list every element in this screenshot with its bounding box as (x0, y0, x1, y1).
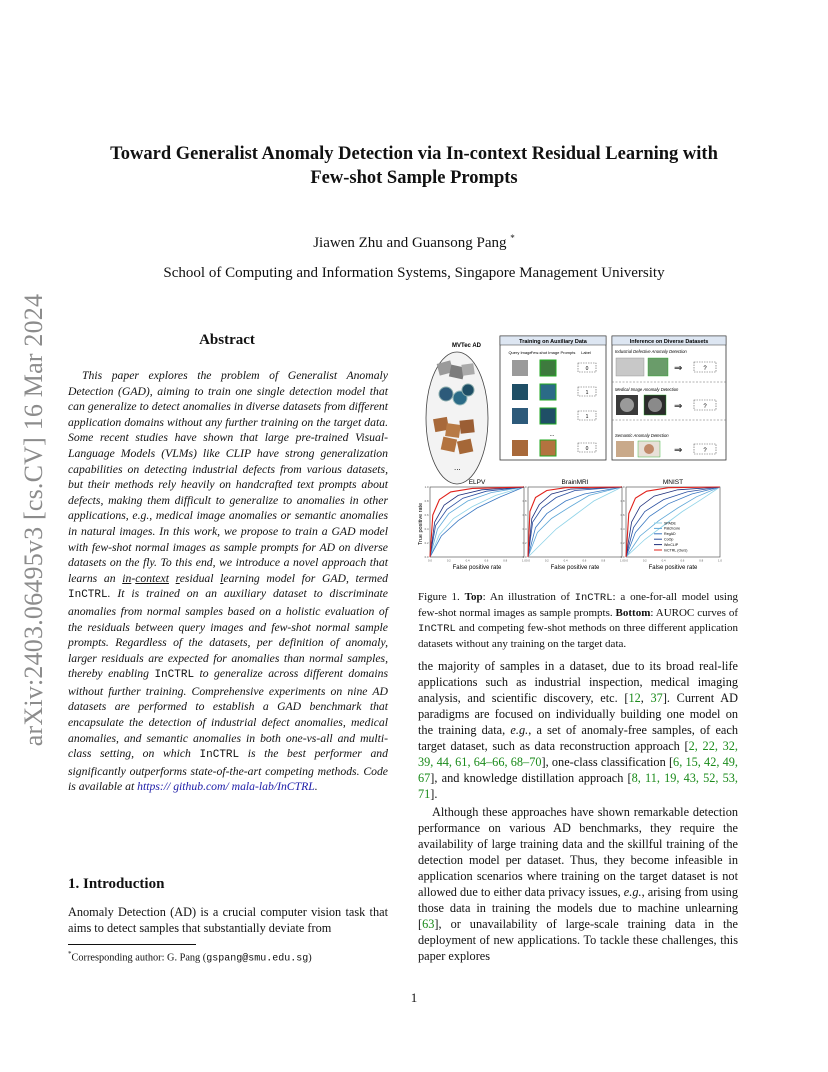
abstract-underline-in: in (122, 571, 132, 585)
legend-label: Patchcore (664, 526, 681, 531)
model-name: InCTRL (418, 623, 456, 635)
abstract-hyphen: - (131, 571, 136, 585)
y-tick-label: 0.8 (620, 499, 625, 503)
y-tick-label: 0.0 (522, 555, 527, 559)
author-email: gspang@smu.edu.sg (206, 953, 309, 965)
training-header: Training on Auxiliary Data (519, 339, 587, 345)
figure-1-graphic (418, 332, 736, 580)
inference-row-title: Semantic Anomaly Detection (615, 433, 669, 438)
y-tick-label: 0.2 (522, 541, 527, 545)
sample-image (462, 384, 474, 396)
citation-link[interactable]: 12 (628, 691, 641, 705)
x-tick-label: 0.8 (699, 558, 704, 563)
authors (70, 233, 758, 252)
brain-scan (620, 398, 634, 412)
query-image (616, 441, 634, 457)
arxiv-identifier: arXiv:2403.06495v3 [cs.CV] 16 Mar 2024 (19, 293, 48, 747)
title-line-2: Few-shot Sample Prompts (310, 168, 518, 188)
model-name: InCTRL (199, 749, 240, 762)
y-tick-label: 1.0 (620, 485, 625, 489)
para-text: Although these approaches have shown remarkable detection performance on various AD benchmarks, they require the availability of large training data and the skillful training of the detection model per dataset. Thus, they become infeasible in application scenarios where training on the target dataset is not allowed due to either data privacy issues, (418, 805, 738, 899)
x-tick-label: 0.0 (428, 558, 432, 563)
y-tick-label: 1.0 (522, 485, 527, 489)
abstract-body (68, 368, 388, 795)
figure-1 (418, 332, 736, 580)
y-tick-label: 0.6 (522, 513, 527, 517)
para-text: ], one-class classification [ (541, 755, 674, 769)
legend-label: WinCLIP (664, 542, 679, 547)
x-tick-label: 0.8 (601, 558, 606, 563)
citation-link[interactable]: 6, 15, 42, 49, 67 (418, 755, 739, 785)
x-tick-label: 0.8 (503, 558, 508, 563)
legend-label: SPADE (664, 521, 676, 526)
abstract-text-4: to generalize across different domains without further training. Comprehensive experiments on nine AD datasets are performed to establish a GAD benchmark that encapsulate the detection of industrial defect anomalies, medical anomalies, and semantic anomalies in both one-vs-all and multi-class setting, on which (68, 667, 388, 761)
citation-link[interactable]: 37 (650, 691, 663, 705)
query-image (512, 440, 528, 456)
prediction-unknown: ? (703, 404, 707, 410)
x-tick-label: 0.0 (624, 558, 628, 563)
inference-row-title: Medical Image Anomaly Detection (615, 387, 679, 392)
para-text: , arising from using those data in training the models due to machine unlearning [ (418, 885, 738, 931)
x-tick-label: 0.4 (563, 558, 568, 563)
model-name: InCTRL (154, 669, 195, 682)
caption-text-2: : a one-for-all model using few-shot normal images as sample prompts. (418, 591, 738, 619)
abstract-text-5: is the best performer and significantly outperforms state-of-the-art competing methods. Code is available at (68, 747, 388, 794)
arxiv-stamp (14, 290, 54, 750)
inference-row-industrial (615, 349, 716, 376)
label-value: 0 (585, 446, 589, 452)
intro-paragraph-2 (418, 804, 738, 964)
eg-italic: e.g. (623, 885, 642, 899)
code-link[interactable]: https:// github.com/ mala-lab/InCTRL (137, 780, 315, 794)
para-text: ]. (430, 787, 438, 801)
abstract-text-2: earning model for GAD, termed (223, 571, 388, 585)
sample-image (461, 363, 474, 376)
intro-text: Anomaly Detection (AD) is a crucial computer vision task that aims to detect samples that substantially deviate from (68, 905, 388, 935)
y-tick-label: 0.4 (424, 527, 429, 531)
arrow-icon: ⇒ (674, 363, 683, 374)
x-tick-label: 0.0 (526, 558, 530, 563)
para-text: ]. Current AD paradigms are focused on individually building one model on the training data, (418, 691, 738, 737)
model-name: InCTRL (574, 592, 613, 604)
sample-image (445, 423, 461, 438)
chart-title: MNIST (662, 479, 684, 486)
training-row-2 (512, 384, 596, 400)
para-text: ], or unavailability of large-scale training data in the deployment of new applications. To tackle these challenges, this paper explores (418, 917, 738, 963)
y-tick-label: 0.0 (424, 555, 429, 559)
footnote-mark: * (68, 950, 72, 958)
x-tick-label: 0.6 (680, 558, 685, 563)
inference-header: Inference on Diverse Datasets (629, 339, 709, 345)
prompt-subject (644, 444, 654, 454)
training-row-4 (512, 440, 596, 456)
y-tick-label: 0.6 (620, 513, 625, 517)
author-names: Jiawen Zhu and Guansong Pang (313, 235, 507, 251)
citation-link[interactable]: 2, 22, 32, 39, 44, 61, 64–66, 68–70 (418, 739, 738, 769)
y-tick-label: 0.8 (522, 499, 527, 503)
prediction-unknown: ? (703, 366, 707, 372)
inference-row-semantic (615, 433, 716, 457)
abstract-period: . (314, 780, 318, 794)
y-tick-label: 0.4 (620, 527, 625, 531)
chart-title: BrainMRI (561, 479, 589, 486)
y-tick-label: 0.6 (424, 513, 429, 517)
citation-link[interactable]: 63 (422, 917, 435, 931)
mvtec-ellipsis: ... (454, 463, 461, 472)
corresponding-mark: * (510, 233, 515, 243)
model-name: InCTRL (68, 589, 108, 602)
abstract-underline-l: l (220, 571, 224, 585)
training-row-3 (512, 408, 596, 424)
affiliation: School of Computing and Information Systems, Singapore Management University (163, 265, 665, 281)
caption-label: Figure 1. (418, 591, 460, 603)
label-column-label: Label (581, 350, 591, 355)
intro-heading: 1. Introduction (68, 876, 165, 892)
page-number: 1 (410, 990, 418, 1005)
para-text: the majority of samples in a dataset, due to its broad real-life applications such as industrial inspection, medical imaging analysis, and scientific discovery, etc. [ (418, 659, 738, 705)
fewshot-prompts-label: Few-shot Image Prompts (530, 350, 576, 355)
legend-label: InCTRL (Ours) (664, 548, 688, 553)
footnote (68, 950, 398, 964)
x-tick-label: 1.0 (718, 558, 722, 563)
x-tick-label: 1.0 (620, 558, 624, 563)
citation-link[interactable]: 8, 11, 19, 43, 52, 53, 71 (418, 771, 738, 801)
x-tick-label: 0.4 (661, 558, 666, 563)
legend-label: RegAD (664, 532, 676, 537)
prompt-image (540, 408, 556, 424)
y-axis-label: True positive rate (418, 502, 424, 546)
abstract-text-1: This paper explores the problem of Generalist Anomaly Detection (GAD), aiming to train one single detection model that can generalize to detect anomalies in diverse datasets from different application domains without any further training on the target data. Some recent studies have shown that large pre-trained Visual-Language Models (VLMs) like CLIP have strong generalization capabilities on detecting industrial defects from various datasets, but their methods rely heavily on handcrafted text prompts about defects, making them difficult to generalize to anomalies in other applications, e.g., medical image anomalies or semantic anomalies in natural images. In this work, we propose to train a GAD model with few-shot normal images as sample prompts for AD on diverse datasets on the fly. To this end, we introduce a novel approach that learns an (68, 369, 388, 585)
footnote-text: Corresponding author: G. Pang ( (71, 952, 207, 964)
query-image (512, 360, 528, 376)
x-tick-label: 1.0 (522, 558, 526, 563)
prompt-image (540, 384, 556, 400)
arrow-icon: ⇒ (674, 401, 683, 412)
prompt-image (648, 358, 668, 376)
caption-text-4: and competing few-shot methods on three different application datasets without any training on the target data. (418, 622, 738, 650)
brain-scan (648, 398, 662, 412)
x-tick-label: 0.6 (582, 558, 587, 563)
y-tick-label: 0.2 (424, 541, 429, 545)
query-image-label: Query Image (508, 350, 532, 355)
training-row-1 (512, 360, 596, 376)
prompt-image (540, 360, 556, 376)
y-tick-label: 0.8 (424, 499, 429, 503)
caption-top: Top (464, 591, 483, 603)
mvtec-label: MVTec AD (452, 343, 482, 349)
y-tick-label: 0.0 (620, 555, 625, 559)
roc-charts (425, 479, 723, 571)
x-tick-label: 0.6 (484, 558, 489, 563)
caption-bottom: Bottom (615, 607, 651, 619)
figure-caption (418, 590, 738, 652)
x-axis-label: False positive rate (648, 565, 698, 571)
x-tick-label: 0.4 (465, 558, 470, 563)
query-image (616, 358, 644, 376)
abstract-heading: Abstract (199, 332, 255, 348)
footnote-rule (68, 944, 196, 945)
title-line-1: Toward Generalist Anomaly Detection via In-context Residual Learning with (110, 144, 718, 164)
y-tick-label: 0.2 (620, 541, 625, 545)
abstract-text-esidual: esidual (179, 571, 221, 585)
y-tick-label: 0.4 (522, 527, 527, 531)
abstract-underline-context: context (135, 571, 169, 585)
x-tick-label: 0.2 (544, 558, 549, 563)
label-value: 1 (585, 414, 589, 420)
legend-label: CoOp (664, 537, 674, 542)
training-ellipsis: ... (549, 432, 555, 438)
para-text: , a set of anomaly-free samples, of each target dataset, such as data reconstruction approach [ (418, 723, 738, 753)
query-image (512, 384, 528, 400)
prediction-unknown: ? (703, 448, 707, 454)
inference-row-medical (615, 387, 716, 415)
paper-title (70, 142, 758, 190)
x-axis-label: False positive rate (452, 565, 502, 571)
x-axis-label: False positive rate (550, 565, 600, 571)
caption-text-1: : An illustration of (482, 591, 575, 603)
sample-image (459, 419, 474, 433)
label-value: 0 (585, 366, 589, 372)
intro-paragraph-1: the majority of samples in a dataset, due to its broad real-life applications such as industrial inspection, medical imaging analysis, and scientific discovery, etc. [12, 37]. Current AD paradigms are focused on individually building one model on the training data, e.g., a set of anomaly-free samples, of each target dataset, such as data reconstruction approach [2, 22, 32, 39, 44, 61, 64–66, 68–70], one-class classification [6, 15, 42, 49, 67], and knowledge distillation approach [8, 11, 19, 43, 52, 53, 71]. (418, 659, 739, 801)
abstract-space (169, 572, 176, 585)
inference-row-title: Industrial Defective Anomaly Detection (615, 349, 687, 354)
prompt-image (540, 440, 556, 456)
footnote-close: ) (308, 952, 312, 964)
abstract-underline-r: r (175, 571, 180, 585)
chart-title: ELPV (468, 479, 486, 486)
label-value: 1 (585, 390, 589, 396)
x-tick-label: 0.2 (642, 558, 647, 563)
y-tick-label: 1.0 (424, 485, 429, 489)
para-text: ], and knowledge distillation approach [ (430, 771, 632, 785)
sample-image (439, 387, 453, 401)
caption-text-3: : AUROC curves of (650, 607, 739, 619)
arrow-icon: ⇒ (674, 445, 683, 456)
x-tick-label: 0.2 (446, 558, 451, 563)
query-image (512, 408, 528, 424)
abstract-text-3: . It is trained on an auxiliary dataset to discriminate anomalies from normal samples based on a holistic evaluation of the residuals between query images and few-shot normal sample prompts. Regardless of the datasets, per definition of anomaly, larger residuals are expected for anomalies than normal samples, thereby enabling (68, 587, 388, 681)
eg-italic: e.g. (510, 723, 529, 737)
